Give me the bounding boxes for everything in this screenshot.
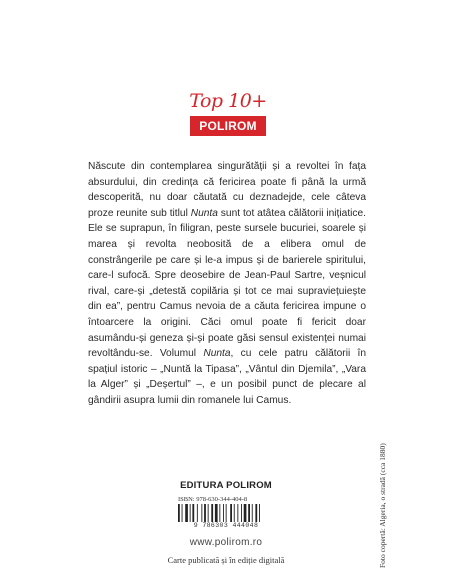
barcode [176, 504, 276, 522]
series-logo [178, 90, 278, 136]
blurb-text-part-3: , cu cele patru călătorii în spațiul istoric – „Nuntă la Tipasa”, „Vântul din Djemila”, „Vara la Alger” și „Deșertul” –, e un posibil punct de plecare al gândirii asupra lumii din romanele lui Camus. [88, 348, 366, 406]
barcode-digits: 9 786303 444048 [193, 522, 259, 529]
digital-edition-note: Carte publicată și în ediție digitală [167, 555, 285, 565]
series-publisher-badge: POLIROM [190, 116, 265, 136]
photo-credit: Foto copertă: Algeria, o stradă (cca 1880) [378, 443, 387, 568]
blurb-text-part-1: Născute din contemplarea singurătății și a revoltei în fața absurdului, din credința că fericirea poate fi până la urmă descoperită, nu doar căutată cu deznadejde, cele câteva proze reunite sub titlul [88, 161, 366, 219]
isbn-box [176, 496, 276, 529]
isbn-text: ISBN: 978-630-344-404-8 [178, 496, 248, 503]
blurb-text-part-2: sunt tot atâtea călătorii inițiatice. Ele se suprapun, în filigran, peste sursele bucuriei, soarele și marea și revolta neobosită de a elibera omul de constrângerile pe care și le-a impus și de barierele spiritului, care-l sufocă. Spre deosebire de Jean-Paul Sartre, veșnicul rival, care-și „detestă copilăria și tot ce mai supraviețuiește din ea”, pentru Camus nevoia de a căuta fericirea impune o întoarcere la origini. Căci omul poate fi fericit doar asumându-și geneza și-și poate găsi sensul existenței numai revoltându-se. Volumul [88, 207, 366, 360]
publisher-block [150, 480, 302, 565]
publisher-website: www.polirom.ro [189, 537, 263, 548]
back-cover-blurb [88, 159, 366, 409]
blurb-book-title: Nunta [190, 207, 218, 219]
series-name: Top 10+ [189, 90, 267, 112]
publisher-name: EDITURA POLIROM [180, 480, 272, 491]
blurb-book-title: Nunta [203, 348, 231, 360]
